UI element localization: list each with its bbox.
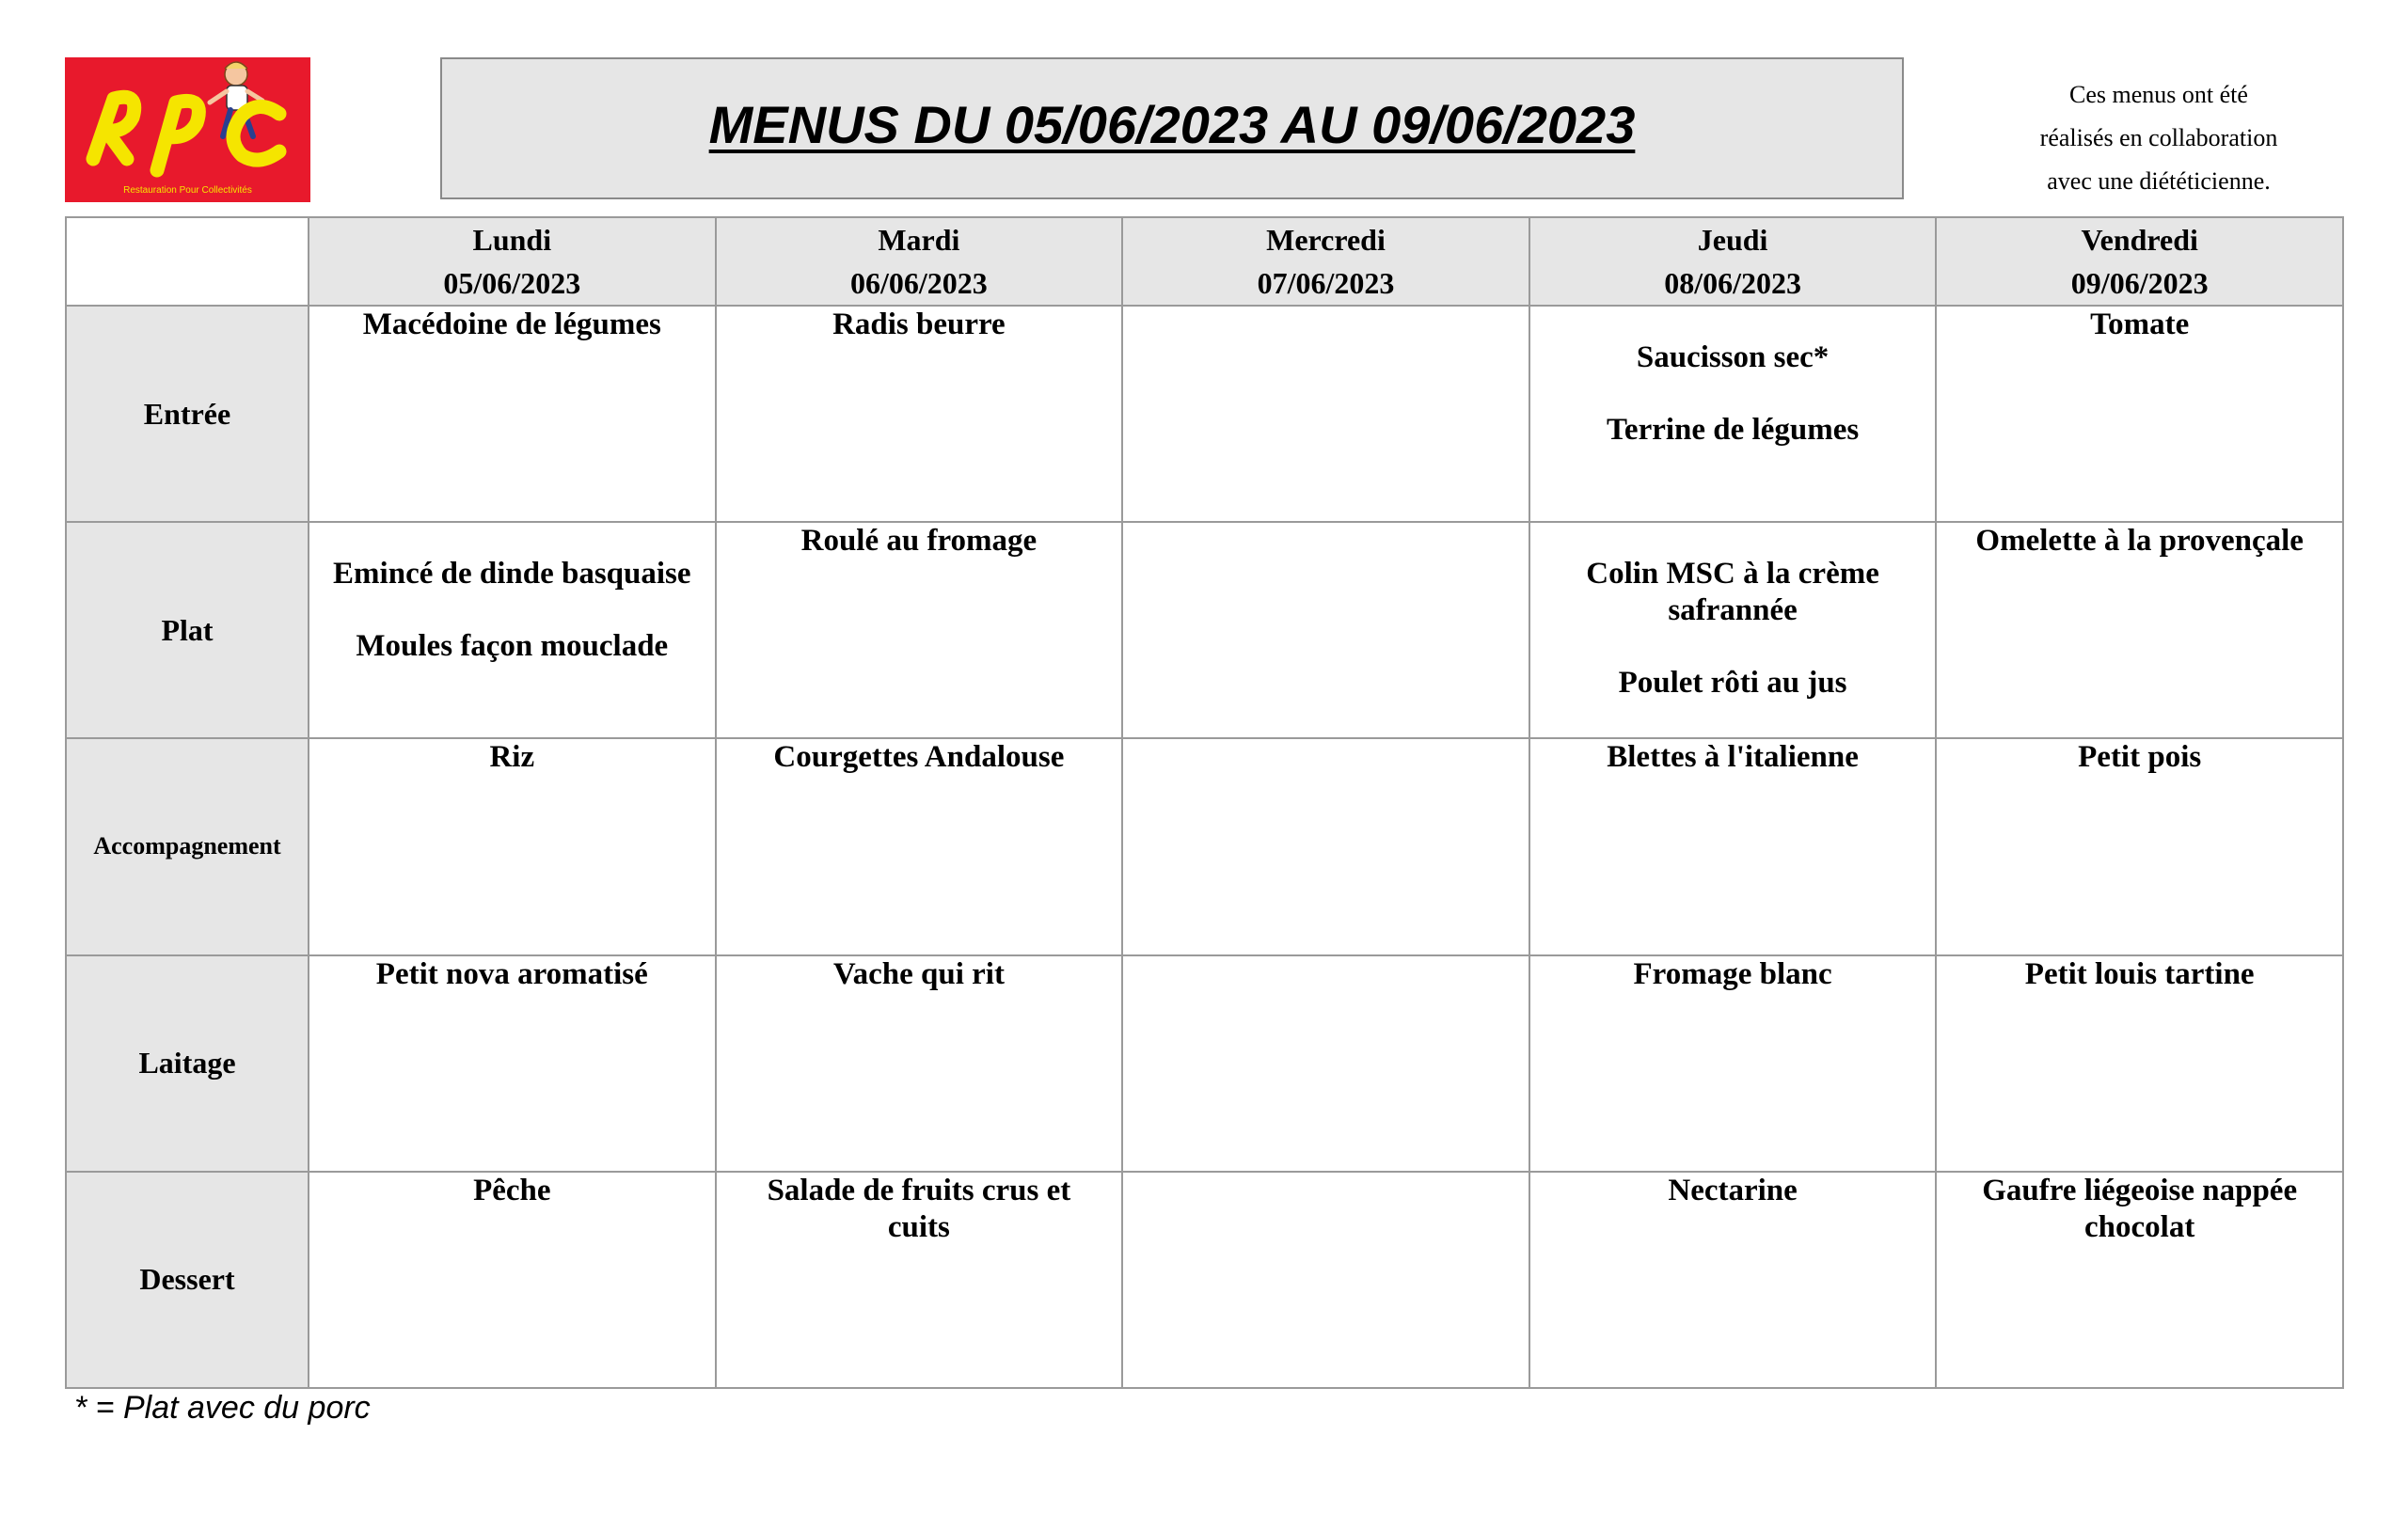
day-name: Jeudi xyxy=(1697,223,1768,257)
menu-row-dessert xyxy=(66,1172,2343,1388)
menu-cell xyxy=(716,306,1123,522)
menu-cell xyxy=(716,1172,1123,1388)
dish: Courgettes Andalouse xyxy=(773,740,1065,775)
menu-cell xyxy=(716,955,1123,1172)
note-line: Ces menus ont été xyxy=(2069,81,2248,108)
row-label: Plat xyxy=(66,522,309,738)
dish: Omelette à la provençale xyxy=(1975,524,2304,559)
corner-cell xyxy=(66,217,309,306)
dish: Macédoine de légumes xyxy=(362,308,661,341)
day-name: Vendredi xyxy=(2081,223,2198,257)
menu-cell-empty xyxy=(1122,522,1529,738)
menu-cell xyxy=(716,522,1123,738)
row-label: Entrée xyxy=(66,306,309,522)
menu-cell xyxy=(309,306,716,522)
day-date: 06/06/2023 xyxy=(850,266,988,300)
menu-cell-empty xyxy=(1122,1172,1529,1388)
day-name: Mercredi xyxy=(1266,223,1386,257)
menu-row-laitage xyxy=(66,955,2343,1172)
menu-cell xyxy=(309,955,716,1172)
menu-cell xyxy=(1529,306,1937,522)
dish: Fromage blanc xyxy=(1633,956,1832,991)
menu-table xyxy=(65,216,2344,1389)
dish: Gaufre liégeoise nappée chocolat xyxy=(1982,1173,2298,1244)
note-line: réalisés en collaboration xyxy=(2039,124,2278,151)
row-label: Laitage xyxy=(66,955,309,1172)
menu-cell xyxy=(309,522,716,738)
dish: Riz xyxy=(489,740,535,775)
dish: Blettes à l'italienne xyxy=(1607,740,1859,775)
day-date: 05/06/2023 xyxy=(443,266,581,300)
day-header-tuesday xyxy=(716,217,1123,306)
menu-row-accompagnement xyxy=(66,738,2343,954)
dish: Pêche xyxy=(473,1173,551,1207)
rpc-logo xyxy=(65,57,310,202)
dish: Moules façon mouclade xyxy=(356,629,669,664)
day-name: Lundi xyxy=(472,223,552,257)
page-title: MENUS DU 05/06/2023 AU 09/06/2023 xyxy=(708,95,1636,154)
menu-cell xyxy=(309,1172,716,1388)
menu-cell xyxy=(1529,738,1937,954)
dish: Tomate xyxy=(2090,308,2190,341)
menu-row-entree xyxy=(66,306,2343,522)
menu-cell xyxy=(1529,1172,1937,1388)
menu-cell-empty xyxy=(1122,738,1529,954)
dish: Salade de fruits crus et cuits xyxy=(767,1173,1071,1244)
dish: Radis beurre xyxy=(832,308,1006,341)
day-header-friday xyxy=(1936,217,2343,306)
day-header-wednesday xyxy=(1122,217,1529,306)
menu-cell xyxy=(1936,955,2343,1172)
dish: Colin MSC à la crème safrannée xyxy=(1586,557,1879,628)
day-date: 09/06/2023 xyxy=(2070,266,2209,300)
dish: Emincé de dinde basquaise xyxy=(333,557,691,591)
dish: Petit nova aromatisé xyxy=(375,956,648,991)
dish: Petit pois xyxy=(2078,740,2202,775)
rpc-logo-mark xyxy=(65,57,310,202)
menu-cell-empty xyxy=(1122,306,1529,522)
title-banner xyxy=(440,57,1904,199)
day-name: Mardi xyxy=(878,223,960,257)
menu-cell xyxy=(716,738,1123,954)
menu-cell xyxy=(1936,738,2343,954)
day-date: 07/06/2023 xyxy=(1257,266,1395,300)
dietitian-note xyxy=(1966,73,2352,203)
pork-footnote: * = Plat avec du porc xyxy=(74,1390,371,1426)
day-date: 08/06/2023 xyxy=(1664,266,1801,300)
dish: Terrine de légumes xyxy=(1606,413,1860,447)
logo-caption: Restauration Pour Collectivités xyxy=(123,185,252,196)
menu-cell xyxy=(1936,522,2343,738)
day-header-thursday xyxy=(1529,217,1937,306)
menu-cell xyxy=(1529,522,1937,738)
menu-cell xyxy=(309,738,716,954)
dish: Petit louis tartine xyxy=(2024,956,2255,991)
day-header-row xyxy=(66,217,2343,306)
row-label: Accompagnement xyxy=(66,738,309,954)
dish: Vache qui rit xyxy=(832,956,1005,991)
dish: Saucisson sec* xyxy=(1636,340,1830,374)
menu-cell xyxy=(1936,1172,2343,1388)
menu-cell xyxy=(1529,955,1937,1172)
menu-cell-empty xyxy=(1122,955,1529,1172)
row-label: Dessert xyxy=(66,1172,309,1388)
note-line: avec une diététicienne. xyxy=(2047,167,2271,195)
dish: Roulé au fromage xyxy=(800,524,1038,559)
dish: Poulet rôti au jus xyxy=(1618,666,1847,701)
menu-row-plat xyxy=(66,522,2343,738)
day-header-monday xyxy=(309,217,716,306)
dish: Nectarine xyxy=(1668,1173,1798,1207)
menu-cell xyxy=(1936,306,2343,522)
